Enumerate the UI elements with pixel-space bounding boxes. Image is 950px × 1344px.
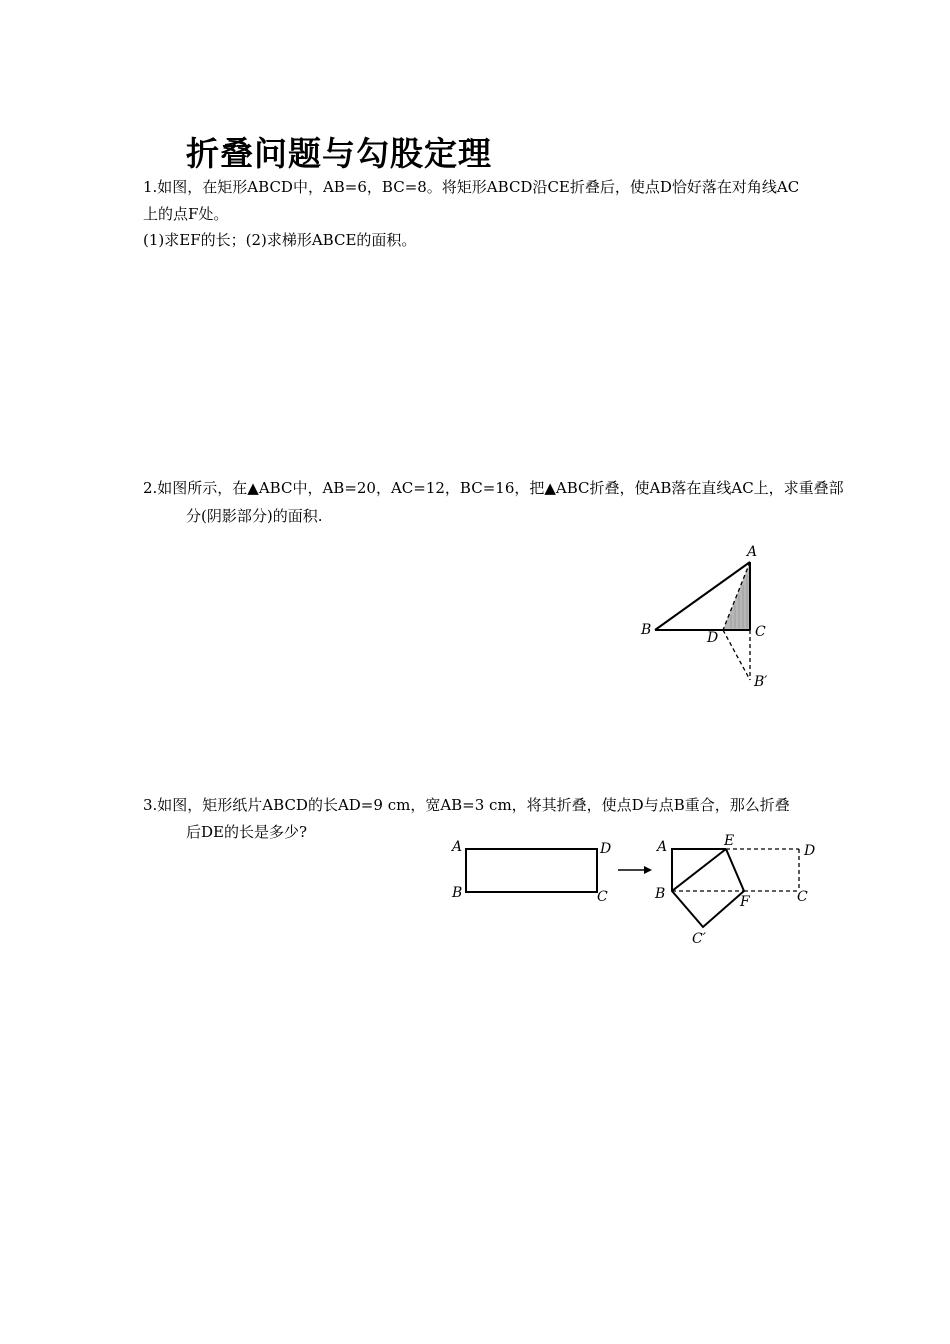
left-label-a: A <box>452 839 463 855</box>
label-c: C <box>755 624 766 640</box>
original-rectangle <box>466 849 597 892</box>
right-label-c: C <box>797 889 808 905</box>
folded-outline <box>672 849 744 927</box>
left-label-c: C <box>597 889 608 905</box>
problem-3-line-1: 3.如图，矩形纸片ABCD的长AD=9 cm，宽AB=3 cm，将其折叠，使点D与点B重合，那么折叠 <box>143 796 790 814</box>
problem-3-line-2: 后DE的长是多少? <box>186 823 308 841</box>
right-label-a: A <box>657 839 668 855</box>
left-label-b: B <box>452 885 463 901</box>
problem-1-line-3: (1)求EF的长；(2)求梯形ABCE的面积。 <box>143 231 417 249</box>
right-label-f: F <box>740 894 750 910</box>
problem-1-line-2: 上的点F处。 <box>143 205 229 223</box>
triangle-fold-figure <box>630 535 790 695</box>
dashed-db-prime <box>723 630 750 680</box>
right-label-e: E <box>724 833 735 849</box>
right-label-b: B <box>655 886 666 902</box>
problem-2-line-1: 2.如图所示，在▲ABC中，AB=20，AC=12，BC=16，把▲ABC折叠，使AB落在直线AC上，求重叠部 <box>143 479 844 497</box>
label-b-prime: B′ <box>754 674 768 690</box>
rectangle-fold-figure <box>440 825 840 950</box>
right-label-d: D <box>804 843 816 859</box>
problem-1-line-1: 1.如图，在矩形ABCD中，AB=6，BC=8。将矩形ABCD沿CE折叠后，使点D恰好落在对角线AC <box>143 178 800 196</box>
label-b: B <box>641 622 652 638</box>
arrow-icon <box>618 866 652 874</box>
fold-line-be <box>672 849 726 891</box>
page-title: 折叠问题与勾股定理 <box>186 134 492 173</box>
problem-2-line-2: 分(阴影部分)的面积. <box>186 507 323 525</box>
label-d: D <box>707 630 719 646</box>
right-label-c-prime: C′ <box>692 931 706 947</box>
label-a: A <box>747 544 758 560</box>
left-label-d: D <box>600 841 612 857</box>
